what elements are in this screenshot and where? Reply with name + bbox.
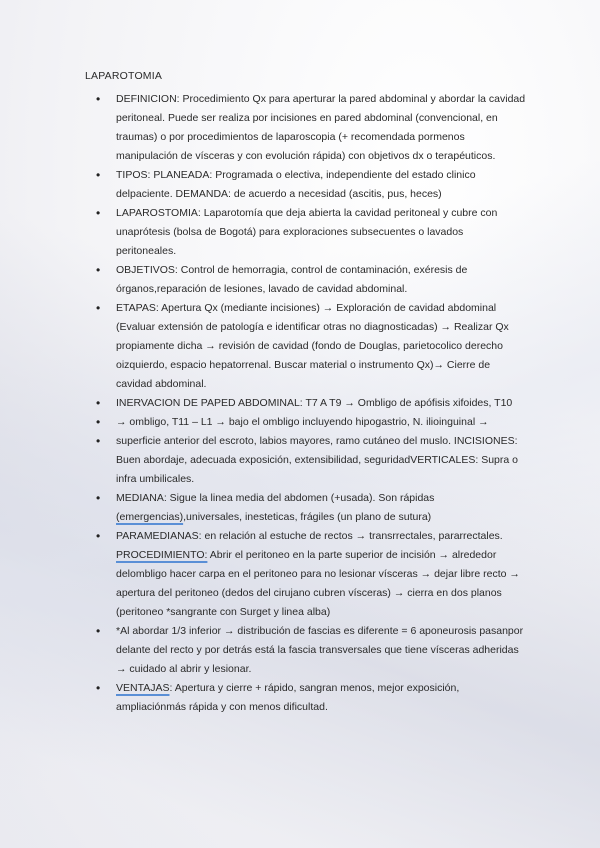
list-item-text: ,universales, inesteticas, frágiles (un plano de sutura) xyxy=(183,511,432,523)
list-item-text: LAPAROSTOMIA: Laparotomía que deja abierta la cavidad peritoneal y cubre con unaprótesis (bolsa de Bogotá) para exploraciones subsecuentes o lavados peritoneales. xyxy=(116,207,498,257)
list-item-etapas xyxy=(96,299,526,394)
list-item-tipos xyxy=(96,166,526,204)
list-item-text: TIPOS: PLANEADA: Programada o electiva, independiente del estado clinico delpaciente. DEMANDA: de acuerdo a necesidad (ascitis, pus, heces) xyxy=(116,169,476,200)
list-item-text: → ombligo, T11 – L1 → bajo el ombligo incluyendo hipogastrio, N. ilioinguinal → xyxy=(116,416,489,428)
list-item-abordar xyxy=(96,622,526,679)
list-item-text: superficie anterior del escroto, labios mayores, ramo cutáneo del muslo. INCISIONES: Buen abordaje, adecuada exposición, extensibilidad, seguridadVERTICALES: Supra o infra umbilicales. xyxy=(116,435,518,485)
list-item-text: INERVACION DE PAPED ABDOMINAL: T7 A T9 → Ombligo de apófisis xifoides, T10 xyxy=(116,397,513,409)
list-item-paramedianas xyxy=(96,527,526,622)
list-item-ombligo xyxy=(96,413,526,432)
list-item-text: MEDIANA: Sigue la linea media del abdomen (+usada). Son rápidas xyxy=(116,492,435,504)
list-item-mediana xyxy=(96,489,526,527)
bullet-list xyxy=(96,90,526,717)
list-item-text: : Apertura y cierre + rápido, sangran menos, mejor exposición, ampliaciónmás rápida y con menos dificultad. xyxy=(116,682,460,713)
list-item-text: *Al abordar 1/3 inferior → distribución de fascias es diferente = 6 aponeurosis pasanpor delante del recto y por detrás está la fascia transversales que tiene vísceras adheridas → cuidado al abrir y lesionar. xyxy=(116,625,524,675)
list-item-laparostomia xyxy=(96,204,526,261)
list-item-text: ETAPAS: Apertura Qx (mediante incisiones) → Exploración de cavidad abdominal (Evaluar extensión de patología e identificar otras no diagnosticadas) → Realizar Qx propiamente dicha → revisión de cavidad (fondo de Douglas, parietocolico derecho oizquierdo, espacio hepatorrenal. Buscar material o instrumento Qx)→ Cierre de cavidad abdominal. xyxy=(116,302,509,390)
list-item-inervacion xyxy=(96,394,526,413)
list-item-text: PARAMEDIANAS: en relación al estuche de rectos → transrrectales, pararrectales. xyxy=(116,530,503,542)
highlighted-term: (emergencias) xyxy=(116,511,184,523)
list-item-objetivos xyxy=(96,261,526,299)
highlighted-term: PROCEDIMIENTO: xyxy=(116,549,208,561)
list-item-ventajas xyxy=(96,679,526,717)
list-item-text: OBJETIVOS: Control de hemorragia, control de contaminación, exéresis de órganos,reparación de lesiones, lavado de cavidad abdominal. xyxy=(116,264,468,295)
list-item-text: DEFINICION: Procedimiento Qx para aperturar la pared abdominal y abordar la cavidad peritoneal. Puede ser realiza por incisiones en pared abdominal (convencional, en traumas) o por procedimientos de laparoscopia (+ recomendada pormenos manipulación de vísceras y con evolución rápida) con objetivos dx o terapéuticos. xyxy=(116,93,526,162)
list-item-incisiones xyxy=(96,432,526,489)
list-item-text: Abrir el peritoneo en la parte superior de incisión → alrededor delombligo hacer carpa en el peritoneo para no lesionar vísceras → dejar libre recto → apertura del peritoneo (dedos del cirujano cubren vísceras) → cierra en dos planos (peritoneo *sangrante con Surget y linea alba) xyxy=(116,549,520,618)
list-item-definicion xyxy=(96,90,526,166)
document-title: LAPAROTOMIA xyxy=(85,70,163,82)
highlighted-term: VENTAJAS xyxy=(116,682,170,694)
